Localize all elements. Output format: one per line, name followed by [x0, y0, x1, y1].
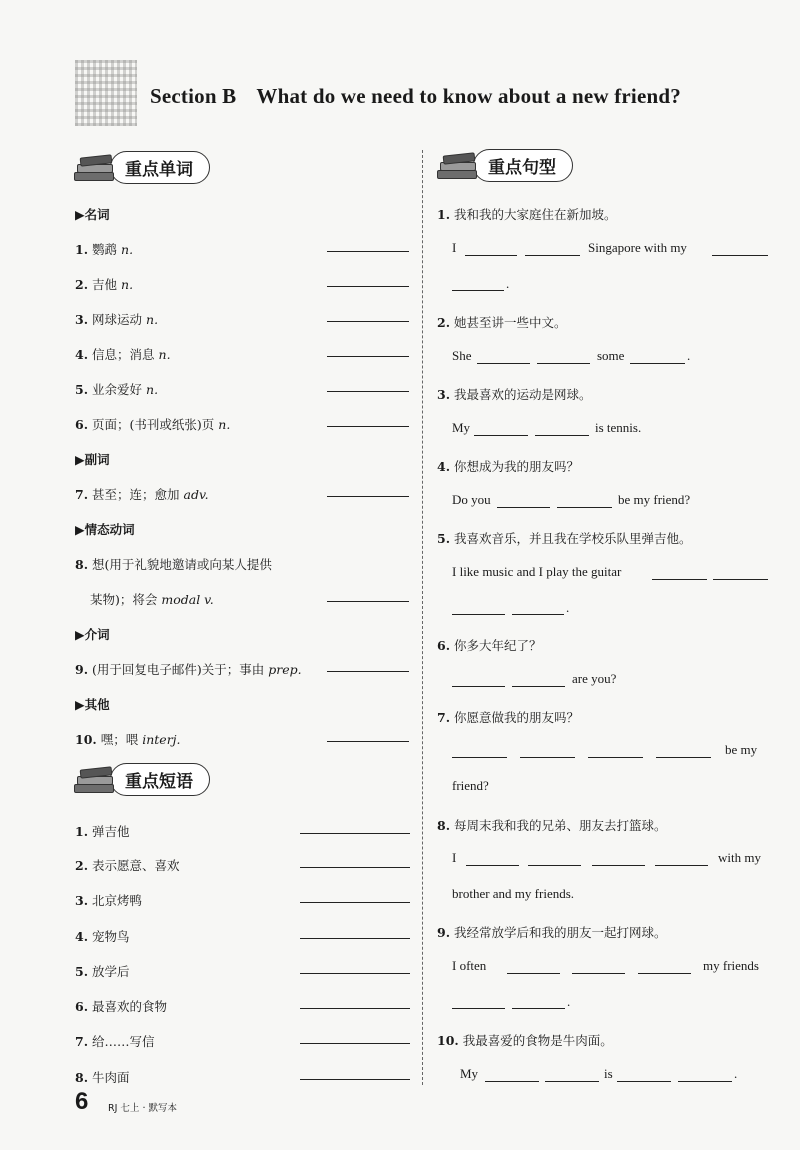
answer-blank[interactable]: [652, 579, 707, 580]
sentence-prompt: 2. 她甚至讲一些中文。: [437, 315, 567, 330]
sentence-text: Do you: [452, 492, 491, 507]
answer-blank[interactable]: [712, 255, 768, 256]
page-number: 6: [75, 1088, 89, 1115]
word-item: 3. 网球运动 n.: [75, 312, 159, 327]
category-adverb: ▶副词: [75, 452, 110, 467]
answer-blank[interactable]: [452, 686, 505, 687]
sentence-text: .: [567, 994, 571, 1009]
answer-blank[interactable]: [300, 902, 410, 903]
column-divider: [422, 150, 423, 1085]
phrase-item: 2. 表示愿意、喜欢: [75, 858, 180, 873]
sentences-header: [433, 148, 573, 182]
answer-blank[interactable]: [512, 614, 564, 615]
answer-blank[interactable]: [638, 973, 691, 974]
answer-blank[interactable]: [452, 757, 507, 758]
phrase-item: 8. 牛肉面: [75, 1070, 130, 1085]
sentence-prompt: 7. 你愿意做我的朋友吗？: [437, 710, 580, 725]
sentence-prompt: 10. 我最喜爱的食物是牛肉面。: [437, 1033, 613, 1048]
books-icon: [70, 764, 116, 794]
answer-blank[interactable]: [300, 1008, 410, 1009]
word-item: 10. 嘿；喂 interj.: [75, 732, 181, 747]
answer-blank[interactable]: [617, 1081, 671, 1082]
sentence-text: is: [604, 1066, 613, 1081]
answer-blank[interactable]: [557, 507, 612, 508]
sentence-text: with my: [718, 850, 761, 865]
answer-blank[interactable]: [545, 1081, 599, 1082]
answer-blank[interactable]: [300, 938, 410, 939]
sentence-text: I: [452, 240, 457, 255]
sentence-prompt: 6. 你多大年纪了？: [437, 638, 542, 653]
phrase-item: 1. 弹吉他: [75, 824, 130, 839]
word-item: 8. 想(用于礼貌地邀请或向某人提供: [75, 557, 272, 572]
sentence-text: are you?: [572, 671, 617, 686]
sentence-prompt: 8. 每周末我和我的兄弟、朋友去打篮球。: [437, 818, 667, 833]
word-item: 2. 吉他 n.: [75, 277, 134, 292]
answer-blank[interactable]: [327, 251, 409, 252]
word-item: 7. 甚至；连；愈加 adv.: [75, 487, 209, 502]
answer-blank[interactable]: [512, 686, 565, 687]
category-preposition: ▶介词: [75, 627, 110, 642]
words-header: [70, 150, 210, 184]
sentence-prompt: 9. 我经常放学后和我的朋友一起打网球。: [437, 925, 667, 940]
answer-blank[interactable]: [656, 757, 711, 758]
sentence-text: She: [452, 348, 472, 363]
answer-blank[interactable]: [655, 865, 708, 866]
page-title: [150, 84, 681, 109]
phrase-item: 6. 最喜欢的食物: [75, 999, 168, 1014]
sentence-text: .: [687, 348, 691, 363]
answer-blank[interactable]: [300, 867, 410, 868]
phrases-header: [70, 762, 210, 796]
answer-blank[interactable]: [327, 321, 409, 322]
answer-blank[interactable]: [466, 865, 519, 866]
answer-blank[interactable]: [507, 973, 560, 974]
answer-blank[interactable]: [327, 496, 409, 497]
sentence-prompt: 3. 我最喜欢的运动是网球。: [437, 387, 592, 402]
category-other: ▶其他: [75, 697, 110, 712]
answer-blank[interactable]: [520, 757, 575, 758]
sentence-text: be my: [725, 742, 758, 757]
phrase-item: 5. 放学后: [75, 964, 130, 979]
answer-blank[interactable]: [678, 1081, 732, 1082]
answer-blank[interactable]: [300, 973, 410, 974]
answer-blank[interactable]: [572, 973, 625, 974]
answer-blank[interactable]: [300, 1043, 410, 1044]
books-icon: [433, 150, 479, 180]
sentence-text: brother and my friends.: [452, 886, 575, 901]
word-item: 1. 鹦鹉 n.: [75, 242, 134, 257]
answer-blank[interactable]: [535, 435, 589, 436]
answer-blank[interactable]: [588, 757, 643, 758]
answer-blank[interactable]: [300, 1079, 410, 1080]
answer-blank[interactable]: [300, 833, 410, 834]
qr-code: [75, 60, 137, 126]
answer-blank[interactable]: [512, 1008, 565, 1009]
answer-blank[interactable]: [452, 614, 505, 615]
answer-blank[interactable]: [592, 865, 645, 866]
sentence-text: I often: [452, 958, 487, 973]
sentence-prompt: 5. 我喜欢音乐，并且我在学校乐队里弹吉他。: [437, 531, 692, 546]
word-item-continued: 某物)；将会 modal v.: [90, 592, 214, 607]
sentence-text: .: [566, 600, 570, 615]
category-modal: ▶情态动词: [75, 522, 135, 537]
answer-blank[interactable]: [327, 391, 409, 392]
answer-blank[interactable]: [713, 579, 768, 580]
sentence-prompt: 4. 你想成为我的朋友吗？: [437, 459, 580, 474]
answer-blank[interactable]: [327, 356, 409, 357]
word-item: 6. 页面；(书刊或纸张)页 n.: [75, 417, 231, 432]
sentence-text: some: [597, 348, 625, 363]
sentence-text: Singapore with my: [588, 240, 687, 255]
sentence-text: my friends: [703, 958, 759, 973]
answer-blank[interactable]: [327, 671, 409, 672]
sentences-header-label: 重点句型: [473, 149, 573, 182]
word-item: 5. 业余爱好 n.: [75, 382, 159, 397]
section-label: Section B: [150, 84, 237, 108]
words-header-label: 重点单词: [110, 151, 210, 184]
answer-blank[interactable]: [327, 741, 409, 742]
section-question: What do we need to know about a new friend?: [256, 84, 681, 108]
answer-blank[interactable]: [537, 363, 590, 364]
answer-blank[interactable]: [452, 290, 504, 291]
answer-blank[interactable]: [327, 426, 409, 427]
answer-blank[interactable]: [474, 435, 528, 436]
sentence-text: My: [452, 420, 471, 435]
word-item: 9. (用于回复电子邮件)关于；事由 prep.: [75, 662, 302, 677]
sentence-text: I: [452, 850, 457, 865]
sentence-text: .: [734, 1066, 738, 1081]
sentence-prompt: 1. 我和我的大家庭住在新加坡。: [437, 207, 617, 222]
answer-blank[interactable]: [485, 1081, 539, 1082]
sentence-text: friend?: [452, 778, 489, 793]
answer-blank[interactable]: [465, 255, 517, 256]
sentence-text: My: [460, 1066, 479, 1081]
answer-blank[interactable]: [528, 865, 581, 866]
books-icon: [70, 152, 116, 182]
answer-blank[interactable]: [327, 286, 409, 287]
sentence-text: be my friend?: [618, 492, 691, 507]
category-noun: ▶名词: [75, 207, 110, 222]
sentence-text: I like music and I play the guitar: [452, 564, 622, 579]
phrase-item: 3. 北京烤鸭: [75, 893, 143, 908]
word-item: 4. 信息；消息 n.: [75, 347, 171, 362]
answer-blank[interactable]: [525, 255, 580, 256]
answer-blank[interactable]: [452, 1008, 505, 1009]
phrase-item: 7. 给……写信: [75, 1034, 155, 1049]
sentence-text: is tennis.: [595, 420, 642, 435]
answer-blank[interactable]: [497, 507, 550, 508]
answer-blank[interactable]: [630, 363, 685, 364]
answer-blank[interactable]: [477, 363, 530, 364]
sentence-text: .: [506, 276, 510, 291]
phrase-item: 4. 宠物鸟: [75, 929, 130, 944]
book-label: RJ 七上 · 默写本: [108, 1103, 177, 1114]
phrases-header-label: 重点短语: [110, 763, 210, 796]
answer-blank[interactable]: [327, 601, 409, 602]
